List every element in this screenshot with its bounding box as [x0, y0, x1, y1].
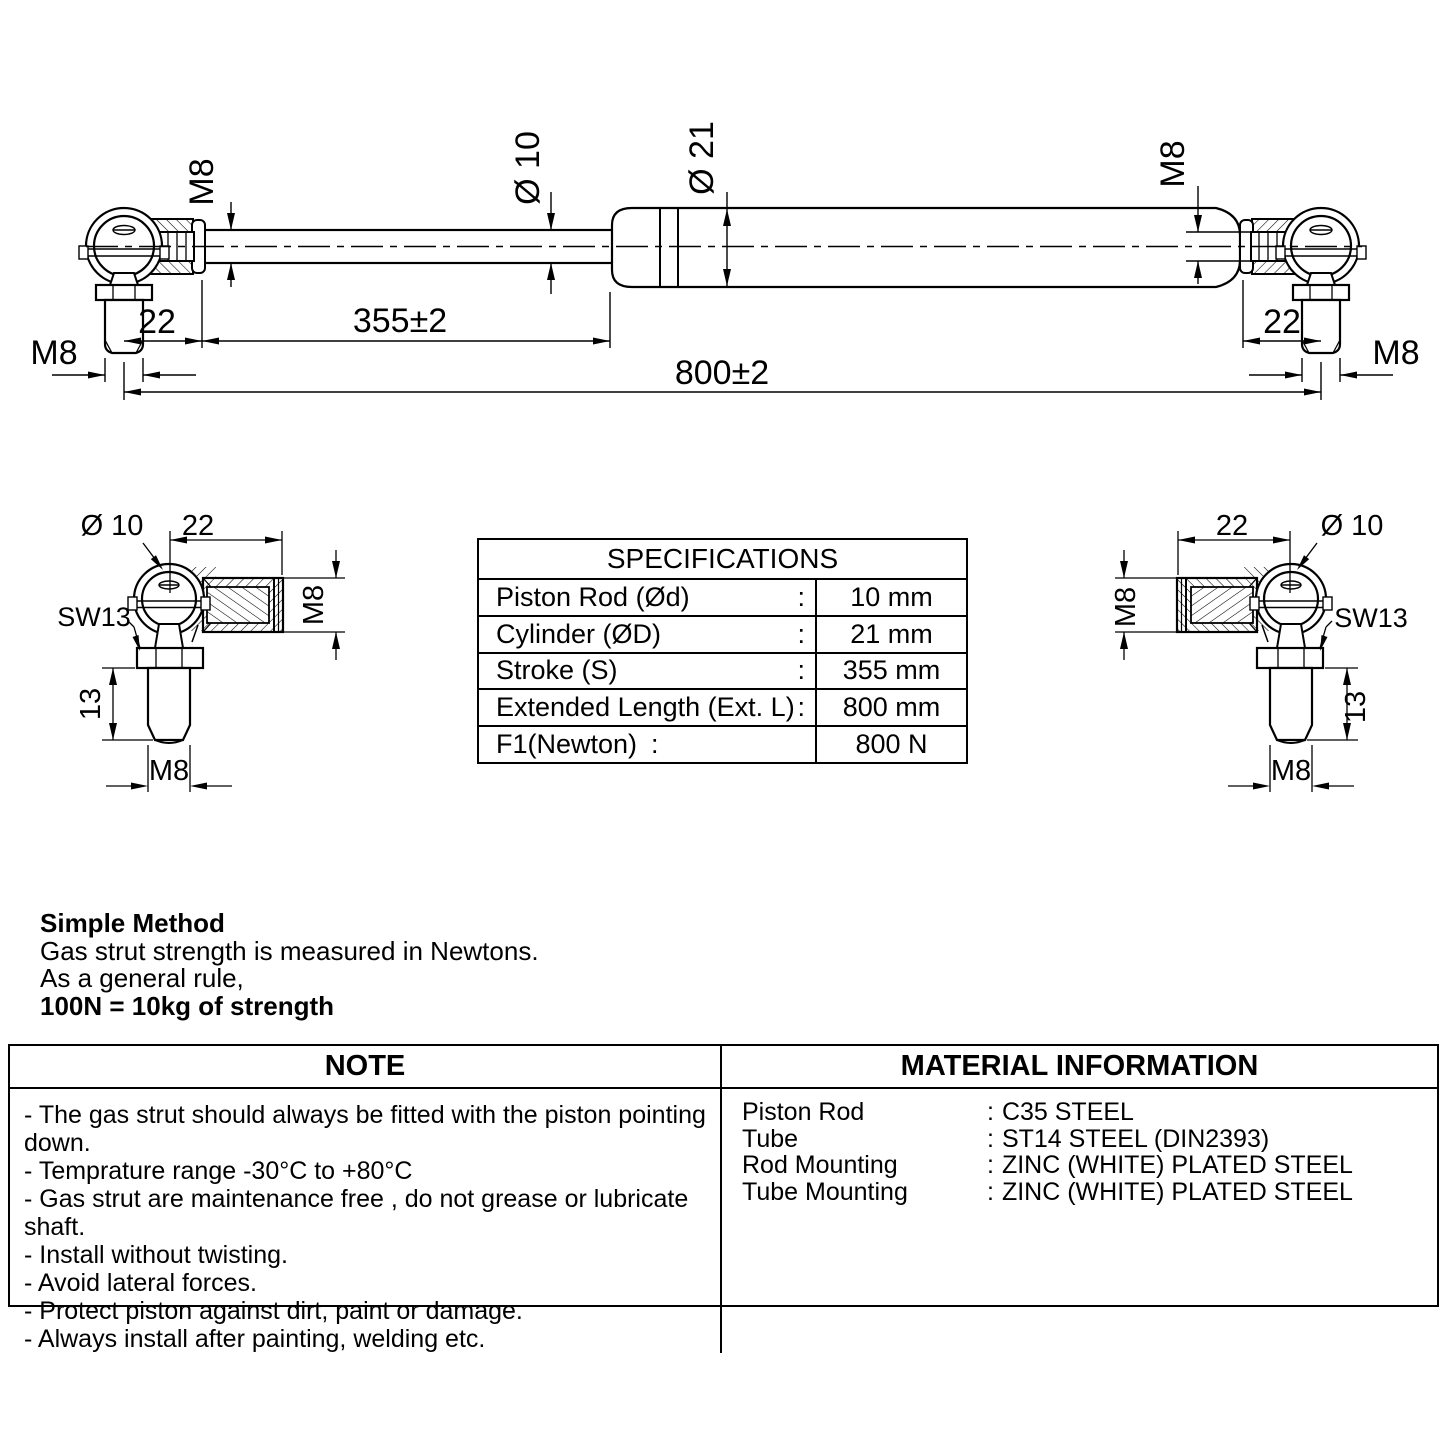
spec-row-force: F1(Newton) : 800 N: [479, 727, 966, 762]
note-item: - Temprature range -30°C to +80°C: [24, 1157, 413, 1185]
strut-geometry: [79, 208, 1366, 353]
dim-label-total-length: 800±2: [674, 354, 770, 392]
note-item: - The gas strut should always be fitted with the piston pointing down.: [24, 1101, 706, 1157]
spec-value: 800 N: [855, 729, 928, 760]
spec-value: 355 mm: [842, 655, 941, 686]
specifications-title: SPECIFICATIONS: [479, 540, 966, 580]
dim-label-rod-thread: M8: [183, 158, 221, 206]
material-row: Piston Rod : C35 STEEL: [742, 1098, 1134, 1126]
detail-left-wrench-size: SW13: [57, 602, 131, 632]
material-row: Tube : ST14 STEEL (DIN2393): [742, 1124, 1270, 1153]
simple-method-heading: Simple Method: [40, 908, 225, 938]
detail-right-ball-diameter: Ø 10: [1320, 510, 1384, 542]
material-row: Tube Mounting : ZINC (WHITE) PLATED STEEL: [742, 1177, 1353, 1206]
note-item: - Gas strut are maintenance free , do not grease or lubricate shaft.: [24, 1185, 689, 1241]
spec-label: F1(Newton): [496, 729, 638, 760]
specifications-table: [477, 538, 968, 764]
note-body: [10, 1089, 722, 1353]
note-item: - Protect piston against dirt, paint or damage.: [24, 1297, 523, 1325]
ball-joint-detail-left: [40, 495, 360, 830]
dim-label-offset-left: 22: [138, 303, 176, 341]
dim-label-tube-diameter: Ø 21: [683, 121, 721, 195]
detail-right-stud-length: 13: [1340, 690, 1372, 724]
spec-row-piston-rod: Piston Rod (Ød) : 10 mm: [479, 580, 966, 617]
dim-label-rod-diameter: Ø 10: [509, 131, 547, 205]
spec-row-extended-length: Extended Length (Ext. L) : 800 mm: [479, 690, 966, 727]
simple-method-block: [40, 910, 539, 1020]
spec-row-cylinder: Cylinder (ØD) : 21 mm: [479, 617, 966, 654]
note-material-table: [8, 1044, 1439, 1353]
dim-label-stroke: 355±2: [352, 302, 448, 340]
material-body: [722, 1089, 1437, 1353]
detail-right-socket-thread: M8: [1110, 586, 1142, 628]
main-drawing: [0, 0, 1445, 470]
spec-label: Piston Rod (Ød): [496, 581, 690, 612]
ball-joint-detail-right: [1095, 495, 1440, 830]
note-item: - Avoid lateral forces.: [24, 1269, 257, 1297]
note-title: NOTE: [10, 1046, 722, 1089]
detail-left-stud-thread: M8: [148, 755, 190, 787]
spec-label: Cylinder (ØD): [496, 618, 662, 649]
cylinder-tube: [612, 208, 1240, 287]
dim-label-tube-end-thread: M8: [1154, 140, 1192, 188]
material-title: MATERIAL INFORMATION: [722, 1046, 1437, 1089]
detail-left-width: 22: [181, 510, 215, 542]
dim-label-stud-thread-right: M8: [1372, 334, 1420, 372]
spec-value: 21 mm: [850, 618, 933, 649]
note-item: - Install without twisting.: [24, 1241, 288, 1269]
material-row: Rod Mounting : ZINC (WHITE) PLATED STEEL: [742, 1151, 1353, 1179]
spec-label: Extended Length (Ext. L): [496, 692, 795, 723]
spec-value: 800 mm: [842, 692, 941, 723]
right-end-fitting: [1240, 208, 1366, 353]
simple-method-line: As a general rule,: [40, 963, 244, 993]
simple-method-line: Gas strut strength is measured in Newtons.: [40, 935, 539, 966]
dim-label-stud-thread-left: M8: [30, 334, 78, 372]
detail-left-stud-length: 13: [75, 687, 107, 721]
detail-right-wrench-size: SW13: [1334, 603, 1408, 633]
spec-value: 10 mm: [850, 581, 933, 612]
simple-method-rule: 100N = 10kg of strength: [40, 990, 335, 1021]
detail-left-ball-diameter: Ø 10: [80, 510, 144, 542]
dim-label-offset-right: 22: [1263, 303, 1301, 341]
note-item: - Always install after painting, welding etc.: [24, 1325, 486, 1353]
detail-right-width: 22: [1215, 510, 1249, 542]
spec-label: Stroke (S): [496, 655, 618, 686]
detail-left-socket-thread: M8: [298, 584, 330, 626]
spec-row-stroke: Stroke (S) : 355 mm: [479, 654, 966, 691]
detail-right-stud-thread: M8: [1270, 755, 1312, 787]
